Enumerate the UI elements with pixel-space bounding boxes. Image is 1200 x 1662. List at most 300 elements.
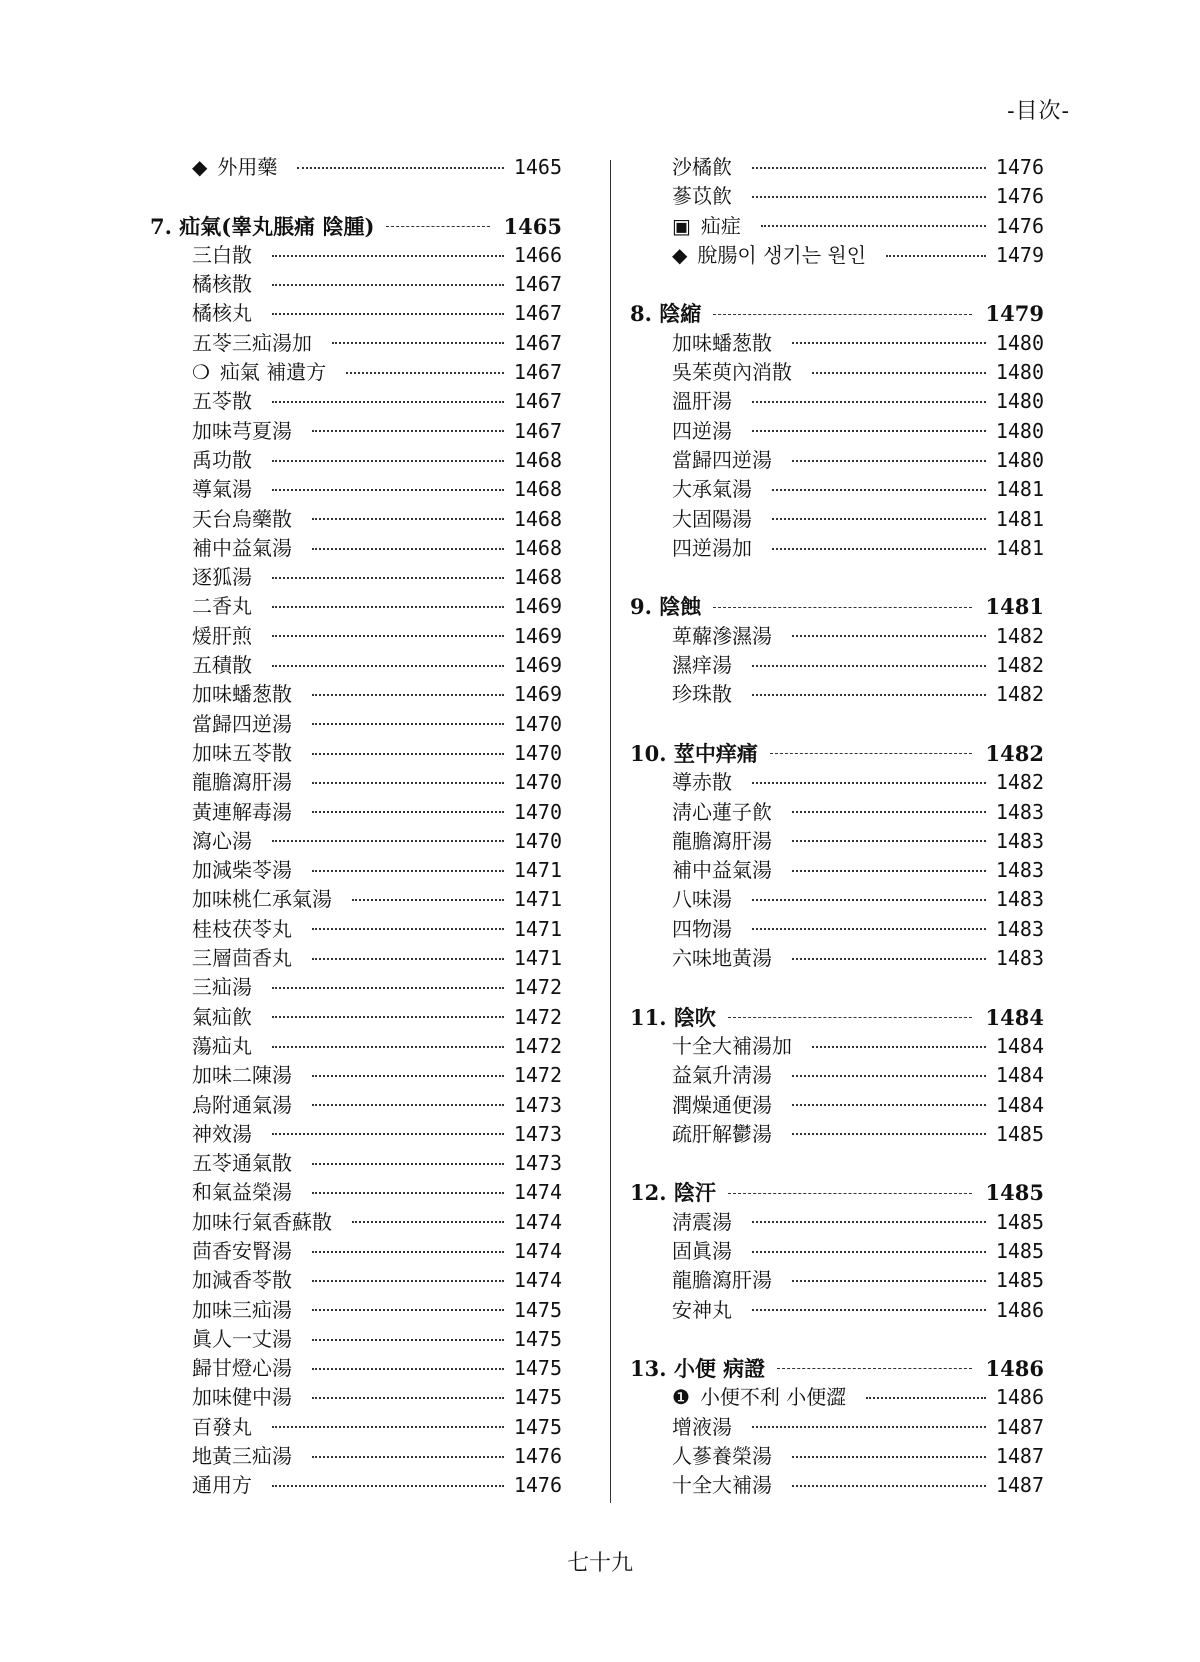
toc-entry: [630, 1266, 1044, 1295]
toc-entry-label: [150, 1149, 292, 1178]
toc-entry-text: 加味五苓散: [192, 740, 292, 765]
dot-leader: [272, 987, 504, 989]
toc-entry: [630, 827, 1044, 856]
toc-entry-text: 五積散: [192, 653, 252, 678]
toc-entry: [150, 651, 562, 680]
dot-leader: [312, 958, 504, 960]
toc-entry-label: [150, 915, 292, 944]
toc-entry-label: [630, 1120, 772, 1149]
toc-entry-text: 益氣升淸湯: [672, 1063, 772, 1088]
toc-page-number: 1468: [513, 477, 562, 502]
toc-entry-text: 氣疝飮: [192, 1004, 252, 1029]
toc-entry-label: [630, 329, 772, 358]
dot-leader: [272, 1046, 504, 1048]
toc-entry-text: 導氣湯: [192, 477, 252, 502]
toc-page-number: 1467: [513, 330, 562, 355]
toc-section-heading: [630, 1178, 1044, 1207]
toc-page-number: 1485: [995, 1209, 1044, 1234]
toc-page-number: 1481: [995, 535, 1044, 560]
toc-entry-text: 加味蟠葱散: [192, 682, 292, 707]
toc-entry-text: 疝症: [700, 213, 741, 238]
section-gap: [630, 563, 1044, 592]
toc-page-number: 1484: [995, 1033, 1044, 1058]
toc-entry-label: [630, 1442, 772, 1471]
toc-entry-label: [150, 1383, 292, 1412]
toc-entry-text: 潤燥通便湯: [672, 1092, 772, 1117]
toc-entry: [630, 856, 1044, 885]
toc-page-number: 1470: [513, 711, 562, 736]
toc-page-number: 1468: [513, 565, 562, 590]
toc-entry-label: [150, 798, 292, 827]
toc-entry-label: [630, 153, 732, 182]
toc-page-number: 1468: [513, 447, 562, 472]
toc-entry: [150, 827, 562, 856]
toc-entry-text: 四逆湯: [672, 418, 732, 443]
dot-leader: [752, 665, 986, 667]
section-gap: [630, 973, 1044, 1002]
toc-entry-label: [150, 358, 326, 387]
toc-entry-text: 加味行氣香蘇散: [192, 1209, 332, 1234]
toc-entry: [630, 1442, 1044, 1471]
toc-page-number: 1471: [513, 946, 562, 971]
toc-page-number: 1468: [513, 535, 562, 560]
dot-leader: [332, 342, 504, 344]
toc-entry-text: 加味二陳湯: [192, 1063, 292, 1088]
toc-entry-text: 茴香安腎湯: [192, 1238, 292, 1263]
toc-entry-text: 固眞湯: [672, 1238, 732, 1263]
toc-page-number: 1480: [995, 447, 1044, 472]
toc-entry-label: [150, 885, 332, 914]
dot-leader: [312, 1339, 504, 1341]
dot-leader: [297, 167, 503, 169]
dot-leader: [772, 489, 986, 491]
toc-page-number: 1470: [513, 828, 562, 853]
toc-entry-text: 淸心蓮子飮: [672, 799, 772, 824]
toc-page-number: 1466: [513, 242, 562, 267]
toc-entry: [150, 944, 562, 973]
section-gap: [630, 1325, 1044, 1354]
section-gap: [630, 270, 1044, 299]
dot-leader: [312, 548, 504, 550]
toc-entry: [630, 446, 1044, 475]
toc-entry-text: 9. 陰蝕: [630, 594, 702, 620]
toc-page-number: 1480: [995, 389, 1044, 414]
toc-entry: [150, 768, 562, 797]
toc-entry: [150, 241, 562, 270]
dot-leader: [792, 1104, 986, 1106]
toc-entry-text: 天台烏藥散: [192, 506, 292, 531]
toc-page-number: 1474: [513, 1209, 562, 1234]
dot-leader: [272, 840, 504, 842]
toc-entry-label: [150, 856, 292, 885]
toc-entry-text: 10. 莖中痒痛: [630, 740, 758, 766]
toc-entry-text: 十全大補湯加: [672, 1033, 792, 1058]
section-gap: [150, 182, 562, 211]
bullet-marker-icon: ◆: [672, 242, 688, 267]
toc-page-number: 1480: [995, 330, 1044, 355]
toc-entry-text: 加味桃仁承氣湯: [192, 887, 332, 912]
dot-leader: [886, 255, 986, 257]
dot-leader: [752, 899, 986, 901]
toc-entry-label: [630, 827, 772, 856]
dot-leader: [272, 1133, 504, 1135]
toc-entry: [150, 592, 562, 621]
toc-left-column: [150, 153, 562, 1501]
toc-entry-text: 導赤散: [672, 770, 732, 795]
dot-leader: [792, 811, 986, 813]
toc-entry-text: 橘核丸: [192, 301, 252, 326]
dot-leader: [752, 167, 986, 169]
toc-entry-text: 四物湯: [672, 916, 732, 941]
toc-entry-label: [630, 1413, 732, 1442]
toc-entry: [150, 299, 562, 328]
toc-entry-label: [630, 387, 732, 416]
dot-leader: [792, 1280, 986, 1282]
toc-entry-text: 小便不利 小便澀: [699, 1385, 847, 1410]
toc-page-number: 1487: [995, 1414, 1044, 1439]
dot-leader: [312, 1456, 504, 1458]
dot-leader: [312, 811, 504, 813]
dot-leader: [312, 1397, 504, 1399]
toc-entry-label: [150, 1237, 292, 1266]
toc-page-number: 1483: [995, 887, 1044, 912]
toc-entry: [150, 1413, 562, 1442]
toc-entry: [150, 1003, 562, 1032]
toc-page-number: 1471: [513, 916, 562, 941]
toc-page-number: 1486: [995, 1385, 1044, 1410]
dot-leader: [312, 753, 504, 755]
toc-entry: [630, 534, 1044, 563]
toc-entry: [630, 182, 1044, 211]
toc-page-number: 1475: [513, 1414, 562, 1439]
toc-entry-text: 珍珠散: [672, 682, 732, 707]
toc-entry-label: [150, 329, 312, 358]
toc-page-number: 1482: [995, 623, 1044, 648]
toc-page-number: 1475: [513, 1326, 562, 1351]
dot-leader: [312, 782, 504, 784]
toc-entry-text: 三疝湯: [192, 975, 252, 1000]
dot-leader: [272, 577, 504, 579]
toc-entry-text: 烏附通氣湯: [192, 1092, 292, 1117]
toc-page-number: 1473: [513, 1092, 562, 1117]
toc-entry: [150, 1091, 562, 1120]
toc-entry: [630, 358, 1044, 387]
toc-page-number: 1476: [995, 155, 1044, 179]
toc-entry: [150, 329, 562, 358]
toc-entry-text: 外用藥: [217, 155, 278, 179]
toc-entry-label: [150, 534, 292, 563]
toc-entry-label: [630, 417, 732, 446]
toc-entry-label: [150, 973, 252, 1002]
toc-entry: [150, 1296, 562, 1325]
toc-entry: [630, 944, 1044, 973]
toc-page-number: 1483: [995, 828, 1044, 853]
toc-page-number: 1467: [513, 389, 562, 414]
toc-page-number: 1479: [995, 242, 1044, 267]
toc-entry-label: [150, 1442, 292, 1471]
toc-entry-label: [630, 885, 732, 914]
dot-leader: [728, 1017, 972, 1018]
section-gap: [630, 1149, 1044, 1178]
toc-entry-label: [630, 1354, 765, 1383]
dot-leader: [312, 1075, 504, 1077]
toc-entry: [630, 329, 1044, 358]
toc-entry-label: [150, 1091, 292, 1120]
toc-entry-label: [630, 944, 772, 973]
toc-page-number: 1469: [513, 682, 562, 707]
toc-entry-label: [630, 622, 772, 651]
dot-leader: [272, 1016, 504, 1018]
dot-leader: [792, 840, 986, 842]
toc-entry: [150, 387, 562, 416]
toc-entry: [630, 1061, 1044, 1090]
toc-entry: [150, 1237, 562, 1266]
toc-entry-text: 大固陽湯: [672, 506, 752, 531]
dot-leader: [312, 430, 504, 432]
toc-entry: [150, 1061, 562, 1090]
toc-section-heading: [630, 1003, 1044, 1032]
toc-entry-label: [150, 417, 292, 446]
toc-entry-label: [150, 299, 252, 328]
toc-entry-label: [150, 241, 252, 270]
dot-leader: [770, 753, 972, 754]
toc-entry-text: 瀉心湯: [192, 828, 252, 853]
toc-entry: [150, 1383, 562, 1412]
toc-page-number: 1484: [995, 1092, 1044, 1117]
toc-entry: [150, 446, 562, 475]
dot-leader: [772, 518, 986, 520]
toc-section-heading: [630, 299, 1044, 328]
toc-entry: [150, 1354, 562, 1383]
toc-entry: [630, 1413, 1044, 1442]
dot-leader: [752, 1221, 986, 1223]
toc-page-number: 1476: [513, 1473, 562, 1498]
toc-entry-text: 逐狐湯: [192, 565, 252, 590]
toc-entry-text: 通用方: [192, 1473, 252, 1498]
toc-entry: [630, 1237, 1044, 1266]
toc-page-number: 1470: [513, 770, 562, 795]
toc-page-number: 1472: [513, 975, 562, 1000]
toc-entry-text: 龍膽瀉肝湯: [672, 828, 772, 853]
dot-leader: [792, 1133, 986, 1135]
toc-page-number: 1483: [995, 858, 1044, 883]
dot-leader: [312, 1251, 504, 1253]
toc-page-number: 1474: [513, 1180, 562, 1205]
toc-entry-label: [630, 446, 772, 475]
toc-entry: [150, 915, 562, 944]
dot-leader: [792, 635, 986, 637]
dot-leader: [866, 1397, 986, 1399]
toc-entry: [150, 798, 562, 827]
toc-entry-text: 三層茴香丸: [192, 946, 292, 971]
toc-entry-label: [150, 1296, 292, 1325]
toc-page-number: 1480: [995, 360, 1044, 385]
toc-entry-text: 加減柴苓湯: [192, 858, 292, 883]
toc-entry: [150, 417, 562, 446]
toc-page-number: 1485: [995, 1238, 1044, 1263]
toc-page-number: 1480: [995, 418, 1044, 443]
toc-entry-text: 桂枝茯苓丸: [192, 916, 292, 941]
dot-leader: [792, 1456, 986, 1458]
toc-entry-text: 11. 陰吹: [630, 1004, 716, 1030]
toc-entry-label: [630, 1061, 772, 1090]
toc-entry-text: 地黃三疝湯: [192, 1444, 292, 1469]
toc-entry-text: 12. 陰汗: [630, 1180, 716, 1206]
toc-entry-label: [630, 1237, 732, 1266]
toc-entry-text: 百發丸: [192, 1414, 252, 1439]
toc-page-number: 1471: [513, 858, 562, 883]
dot-leader: [312, 723, 504, 725]
dot-leader: [312, 518, 504, 520]
dot-leader: [272, 606, 504, 608]
toc-entry-text: 二香丸: [192, 594, 252, 619]
toc-entry-label: [630, 505, 752, 534]
toc-page-number: 1476: [513, 1444, 562, 1469]
toc-entry-label: [630, 680, 732, 709]
toc-page-number: 1468: [513, 506, 562, 531]
dot-leader: [312, 928, 504, 930]
toc-entry: [630, 1471, 1044, 1500]
toc-entry: [630, 768, 1044, 797]
dot-leader: [272, 313, 504, 315]
toc-page-number: 1485: [995, 1121, 1044, 1146]
toc-entry: [150, 1208, 562, 1237]
toc-entry: [630, 1091, 1044, 1120]
toc-entry: [630, 798, 1044, 827]
dot-leader: [792, 1485, 986, 1487]
toc-entry-label: [150, 651, 252, 680]
toc-entry-text: 補中益氣湯: [672, 858, 772, 883]
dot-leader: [352, 899, 504, 901]
toc-entry: [150, 270, 562, 299]
toc-entry: [150, 1032, 562, 1061]
toc-entry-text: 13. 小便 病證: [630, 1356, 766, 1382]
toc-entry-label: [150, 1003, 252, 1032]
page-number: 七十九: [566, 1551, 633, 1576]
toc-entry-text: 蕩疝丸: [192, 1033, 252, 1058]
toc-entry: [150, 505, 562, 534]
dot-leader: [792, 460, 986, 462]
dot-leader: [312, 1163, 504, 1165]
column-divider: [610, 160, 611, 1503]
dot-leader: [752, 928, 986, 930]
toc-entry-text: 當歸四逆湯: [672, 447, 772, 472]
toc-page-number: 1481: [995, 506, 1044, 531]
dot-leader: [713, 314, 971, 315]
toc-entry-text: 脫腸이 생기는 원인: [697, 242, 867, 267]
toc-section-heading: [630, 1354, 1044, 1383]
toc-entry: [150, 680, 562, 709]
toc-entry: [150, 1178, 562, 1207]
dot-leader: [312, 1309, 504, 1311]
toc-entry-text: 加味芎夏湯: [192, 418, 292, 443]
toc-entry-label: [630, 768, 732, 797]
dot-leader: [272, 401, 504, 403]
dot-leader: [272, 284, 504, 286]
dot-leader: [312, 1104, 504, 1106]
toc-entry-label: [150, 1120, 252, 1149]
toc-entry-text: 五苓通氣散: [192, 1151, 292, 1176]
dot-leader: [812, 1046, 986, 1048]
bullet-marker-icon: ❶: [672, 1385, 690, 1410]
dot-leader: [752, 1426, 986, 1428]
dot-leader: [272, 460, 504, 462]
toc-page-number: 1467: [513, 301, 562, 326]
toc-section-heading: [150, 212, 562, 241]
toc-page-number: 1465: [513, 155, 562, 179]
toc-entry-label: [150, 1032, 252, 1061]
toc-entry-label: [630, 475, 752, 504]
toc-entry-label: [630, 1266, 772, 1295]
dot-leader: [812, 372, 986, 374]
toc-page-number: 1467: [513, 272, 562, 297]
toc-page-number: 1469: [513, 623, 562, 648]
dot-leader: [272, 255, 504, 257]
toc-entry-text: 四逆湯加: [672, 535, 752, 560]
toc-page-number: 1485: [995, 1268, 1044, 1293]
bullet-marker-icon: ▣: [672, 213, 691, 238]
toc-entry: [630, 1296, 1044, 1325]
toc-page-number: 1485: [985, 1180, 1044, 1206]
toc-page-number: 1475: [513, 1297, 562, 1322]
toc-entry: [150, 1149, 562, 1178]
toc-page-number: 1475: [513, 1385, 562, 1410]
dot-leader: [352, 1221, 504, 1223]
toc-entry-text: 沙橘飮: [672, 155, 732, 179]
toc-entry-label: [150, 592, 252, 621]
toc-page-number: 1484: [985, 1004, 1044, 1030]
toc-entry: [630, 680, 1044, 709]
toc-entry-label: [630, 798, 772, 827]
toc-entry-label: [150, 739, 292, 768]
toc-entry-label: [150, 1208, 332, 1237]
dot-leader: [752, 196, 986, 198]
toc-entry: [630, 241, 1044, 270]
toc-entry: [150, 856, 562, 885]
bullet-marker-icon: ❍: [192, 360, 210, 385]
toc-page-number: 1474: [513, 1268, 562, 1293]
toc-entry: [630, 417, 1044, 446]
toc-page-number: 1487: [995, 1473, 1044, 1498]
dot-leader: [752, 1251, 986, 1253]
toc-page-number: 1469: [513, 653, 562, 678]
toc-entry-text: 五苓三疝湯加: [192, 330, 312, 355]
dot-leader: [752, 782, 986, 784]
toc-entry-label: [150, 153, 277, 182]
toc-page-number: 1467: [513, 418, 562, 443]
toc-entry: [150, 973, 562, 1002]
toc-page-number: 1482: [995, 653, 1044, 678]
toc-entry-label: [150, 622, 252, 651]
dot-leader: [772, 548, 986, 550]
toc-entry: [150, 1266, 562, 1295]
toc-entry-text: 補中益氣湯: [192, 535, 292, 560]
toc-entry: [150, 153, 562, 182]
toc-entry-label: [150, 827, 252, 856]
toc-page-number: 1486: [995, 1297, 1044, 1322]
dot-leader: [752, 694, 986, 696]
toc-page-number: 1467: [513, 360, 562, 385]
toc-entry: [150, 739, 562, 768]
toc-page-number: 1475: [513, 1356, 562, 1381]
toc-entry-label: [630, 915, 732, 944]
toc-entry-label: [150, 944, 292, 973]
toc-entry-text: 大承氣湯: [672, 477, 752, 502]
toc-entry-label: [630, 212, 741, 241]
toc-page-number: 1473: [513, 1121, 562, 1146]
toc-entry-label: [630, 739, 758, 768]
toc-page-number: 1472: [513, 1033, 562, 1058]
